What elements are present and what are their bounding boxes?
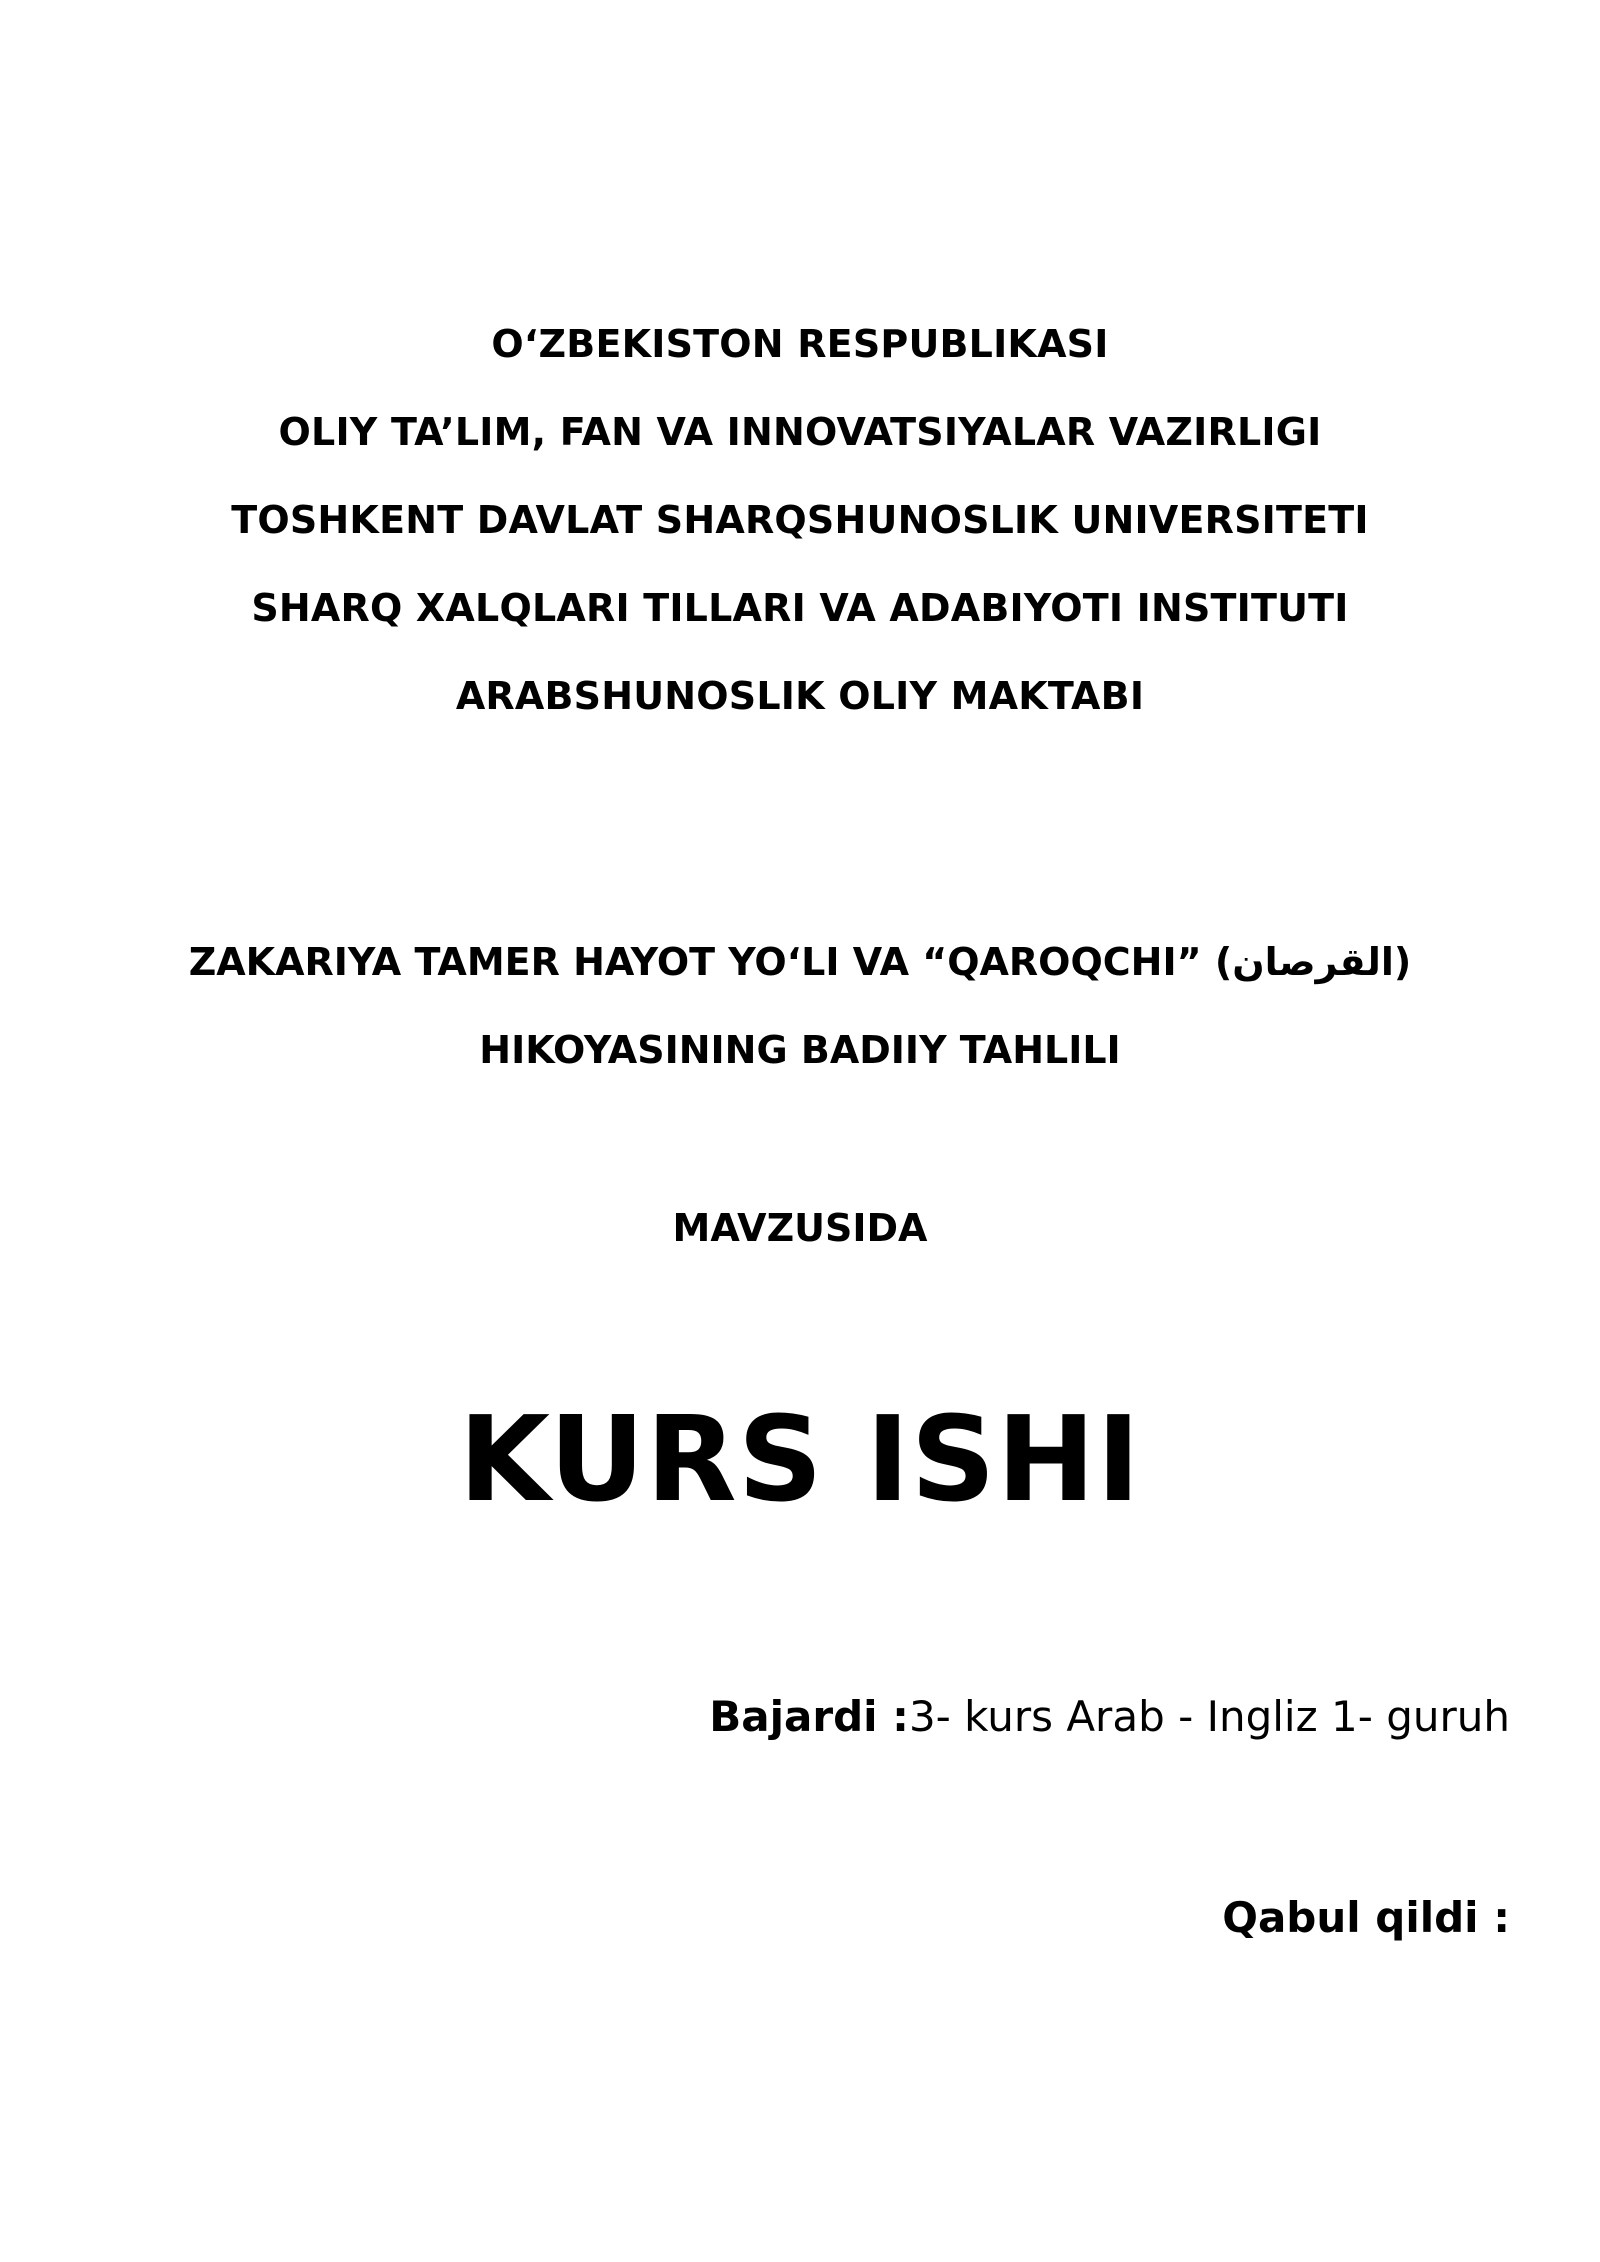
- mavzusida-label: MAVZUSIDA: [672, 1206, 928, 1250]
- supervisor-label: Qabul qildi :: [1222, 1893, 1510, 1942]
- institute-heading: SHARQ XALQLARI TILLARI VA ADABIYOTI INSTITUTI: [251, 586, 1349, 630]
- topic-line-1: [0, 940, 1600, 984]
- country-heading: O‘ZBEKISTON RESPUBLIKASI: [491, 322, 1109, 366]
- topic-line-1-latin: ZAKARIYA TAMER HAYOT YO‘LI VA “QAROQCHI” (: [188, 940, 1233, 984]
- topic-line-1-close: ): [1393, 940, 1412, 984]
- work-type-title: KURS ISHI: [458, 1390, 1142, 1528]
- school-heading: ARABSHUNOSLIK OLIY MAKTABI: [455, 674, 1145, 718]
- university-heading: TOSHKENT DAVLAT SHARQSHUNOSLIK UNIVERSITETI: [231, 498, 1369, 542]
- author-label: Bajardi :: [709, 1692, 909, 1741]
- author-value: 3- kurs Arab - Ingliz 1- guruh: [908, 1692, 1510, 1741]
- topic-line-2: HIKOYASINING BADIIY TAHLILI: [479, 1028, 1121, 1072]
- topic-arabic-title: القرصان: [1232, 940, 1394, 984]
- ministry-heading: OLIY TA’LIM, FAN VA INNOVATSIYALAR VAZIRLIGI: [278, 410, 1322, 454]
- author-line: [709, 1692, 1510, 1741]
